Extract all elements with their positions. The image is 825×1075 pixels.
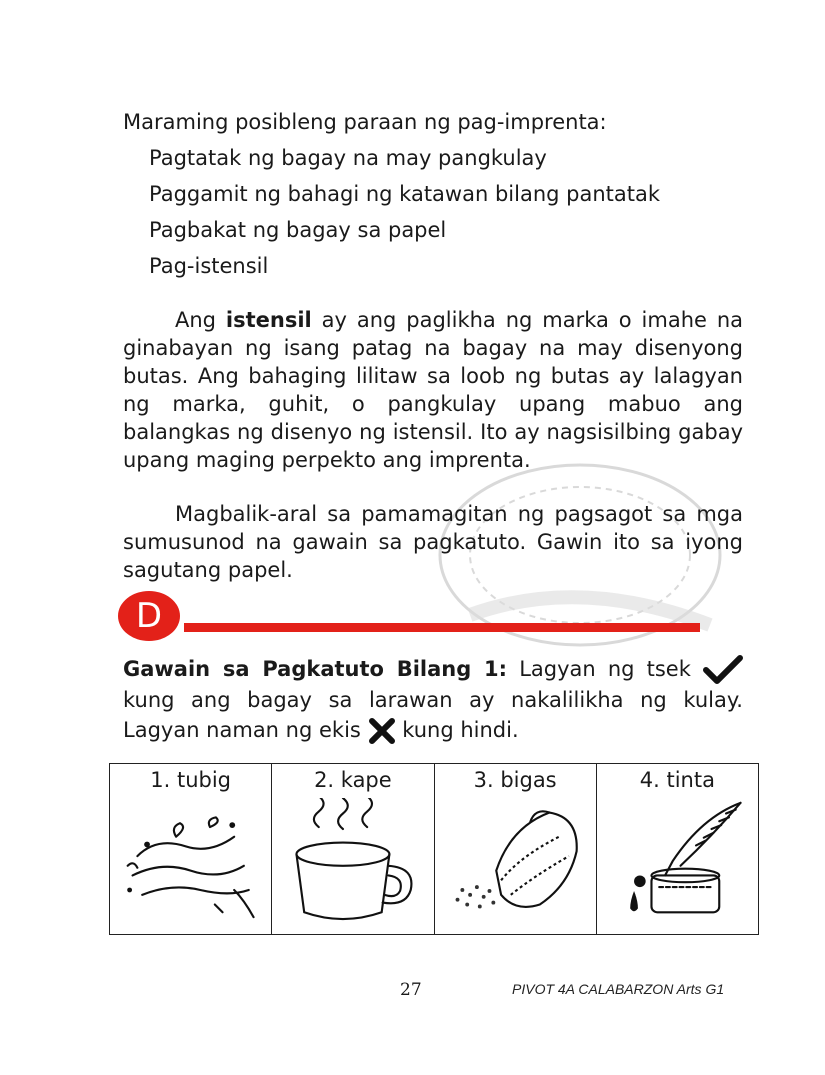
intro-line: Maraming posibleng paraan ng pag-imprenta: (123, 110, 607, 134)
footer-tag: PIVOT 4A CALABARZON Arts G1 (512, 981, 725, 997)
task-text: kung hindi. (395, 718, 519, 742)
section-divider-line (184, 623, 700, 632)
section-letter-badge: D (118, 591, 180, 641)
ink-quill-icon (605, 798, 750, 924)
item-cell-tinta (596, 764, 758, 935)
x-mark-icon (368, 718, 396, 744)
item-label: 3. bigas (473, 768, 557, 792)
body-text (123, 104, 743, 584)
task-instructions (123, 654, 743, 745)
keyword-istensil: istensil (225, 308, 312, 332)
coffee-cup-icon (280, 798, 425, 924)
list-item: Paggamit ng bahagi ng katawan bilang pantatak (149, 182, 661, 206)
list-item: Pagtatak ng bagay na may pangkulay (149, 146, 547, 170)
list-item: Pagbakat ng bagay sa papel (149, 218, 447, 242)
task-text: Lagyan ng tsek (507, 657, 703, 681)
list-item: Pag-istensil (149, 254, 269, 278)
item-label: 2. kape (314, 768, 392, 792)
task-text: kung ang bagay sa larawan ay nakalilikha ng kulay. Lagyan naman ng ekis (123, 688, 743, 742)
item-cell-kape (272, 764, 434, 935)
item-cell-bigas (434, 764, 596, 935)
check-icon (703, 655, 743, 685)
page-number: 27 (400, 980, 422, 1000)
item-label: 4. tinta (639, 768, 715, 792)
rice-sack-icon (443, 798, 588, 924)
water-splash-icon (118, 798, 263, 924)
printing-methods-list (123, 140, 743, 284)
item-label: 1. tubig (150, 768, 231, 792)
section-header-d (118, 591, 703, 641)
paragraph-text: Ang (175, 308, 226, 332)
stencil-definition-paragraph (123, 306, 743, 474)
review-paragraph: Magbalik-aral sa pamamagitan ng pagsagot sa mga sumusunod na gawain sa pagkatuto. Gawin ito sa iyong sagutang papel. (123, 502, 743, 582)
paragraph-text: ay ang paglikha ng marka o imahe na ginabayan ng isang patag na bagay na may disenyong butas. Ang bahaging lilitaw sa loob ng butas ay lalagyan ng marka, guhit, o pangkulay upang mabuo ang balangkas ng disenyo ng istensil. Ito ay nagsisilbing gabay upang maging perpekto ang imprenta. (123, 308, 744, 472)
task-title: Gawain sa Pagkatuto Bilang 1: (123, 657, 508, 681)
item-cell-tubig (110, 764, 272, 935)
items-table (109, 763, 759, 935)
